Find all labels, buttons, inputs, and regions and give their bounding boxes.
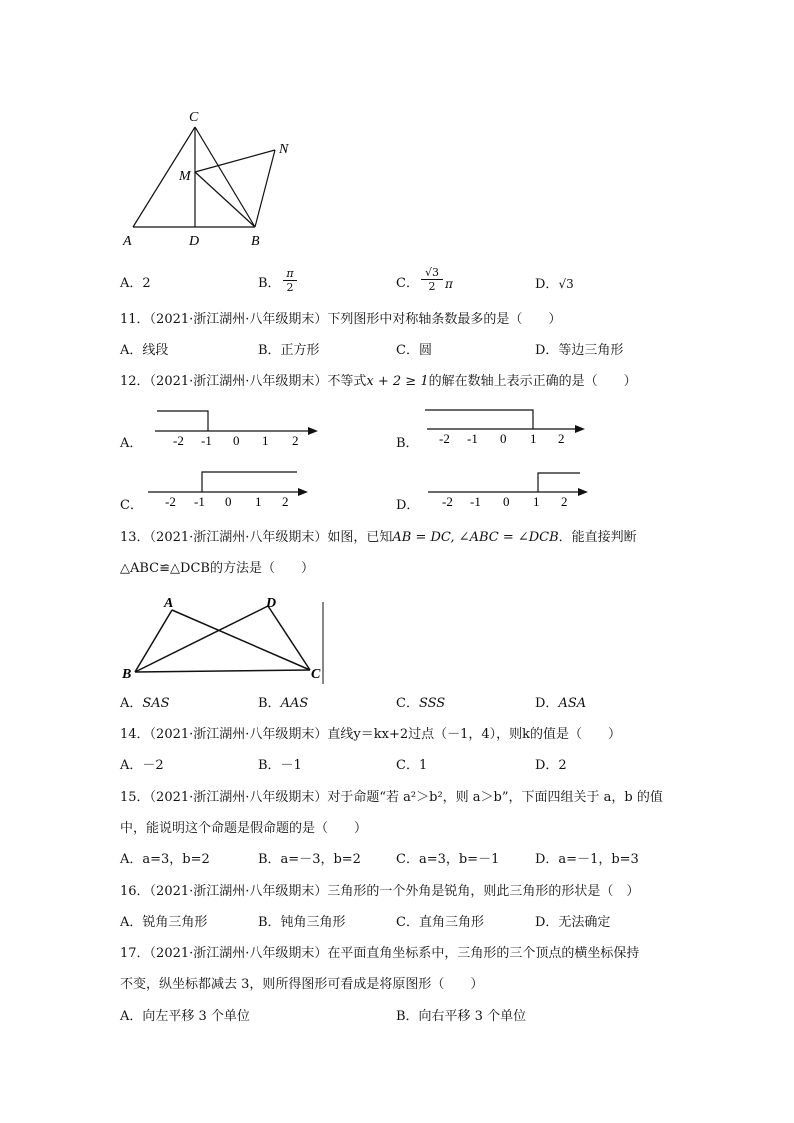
q12-stem bbox=[120, 373, 637, 391]
q17-stem-line1: 17．（2021·浙江湖州·八年级期末）在平面直角坐标系中，三角形的三个顶点的横坐标保持 bbox=[120, 946, 640, 961]
tick-1: 1 bbox=[533, 494, 540, 509]
vertex-label-a: A bbox=[123, 234, 132, 249]
q15-stem-line2: 中，能说明这个命题是假命题的是（ ） bbox=[120, 821, 368, 836]
q12-option-a[interactable]: A． bbox=[120, 436, 143, 451]
q10-c-suffix: π bbox=[445, 277, 453, 291]
q13-option-c-label: C． bbox=[396, 696, 419, 711]
q15-option-c[interactable]: C．a=3，b=－1 bbox=[396, 852, 500, 867]
q16-stem: 16．（2021·浙江湖州·八年级期末）三角形的一个外角是锐角，则此三角形的形状是（ ） bbox=[120, 884, 640, 899]
q13-condition: AB = DC, ∠ABC = ∠DCB bbox=[392, 530, 559, 545]
q13-option-d-value: ASA bbox=[558, 696, 587, 711]
vertex-label-n: N bbox=[279, 142, 289, 157]
q14-option-b[interactable]: B．－1 bbox=[258, 758, 302, 773]
q12-option-c[interactable]: C． bbox=[120, 498, 143, 513]
number-line-d bbox=[425, 467, 600, 512]
vertex-label-m: M bbox=[179, 169, 191, 184]
q16-option-b[interactable]: B．钝角三角形 bbox=[258, 915, 346, 930]
q16-option-d[interactable]: D．无法确定 bbox=[535, 915, 611, 930]
q11-option-d[interactable]: D．等边三角形 bbox=[535, 343, 624, 358]
q11-stem: 11．（2021·浙江湖州·八年级期末）下列图形中对称轴条数最多的是（ ） bbox=[120, 312, 562, 327]
triangle-figure-q10 bbox=[115, 105, 305, 255]
q15-option-a[interactable]: A．a=3，b=2 bbox=[120, 852, 210, 867]
q14-option-a[interactable]: A．－2 bbox=[120, 758, 164, 773]
q10-option-a[interactable]: A．2 bbox=[120, 276, 151, 291]
q13-stem-line1 bbox=[120, 529, 637, 547]
vertex-label-c: C bbox=[311, 667, 321, 682]
q10-option-b-label: B． bbox=[258, 276, 281, 291]
q13-option-b[interactable] bbox=[258, 695, 308, 713]
tick-neg2: -2 bbox=[173, 433, 184, 448]
q12-stem-part2: 的解在数轴上表示正确的是（ ） bbox=[428, 374, 637, 389]
q13-stem-part2: ．能直接判断 bbox=[558, 530, 637, 545]
q13-stem-part1: 13．（2021·浙江湖州·八年级期末）如图，已知 bbox=[120, 530, 393, 545]
tick-0: 0 bbox=[225, 494, 232, 509]
tick-1: 1 bbox=[530, 431, 537, 446]
number-line-c bbox=[145, 467, 320, 512]
tick-0: 0 bbox=[500, 431, 507, 446]
q17-option-b[interactable]: B．向右平移 3 个单位 bbox=[396, 1009, 527, 1024]
tick-neg2: -2 bbox=[165, 494, 176, 509]
tick-neg1: -1 bbox=[467, 431, 478, 446]
q13-stem-line2: △ABC≌△DCB的方法是（ ） bbox=[120, 561, 314, 576]
q15-stem-line1: 15．（2021·浙江湖州·八年级期末）对于命题“若 a²＞b²，则 a＞b”，下面四组关于 a，b 的值 bbox=[120, 790, 663, 805]
q10-option-c[interactable] bbox=[396, 275, 419, 293]
tick-neg2: -2 bbox=[439, 431, 450, 446]
q11-option-c[interactable]: C．圆 bbox=[396, 343, 432, 358]
q13-option-c[interactable] bbox=[396, 695, 445, 713]
q10-b-denominator: 2 bbox=[283, 280, 297, 294]
q10-option-c-fraction bbox=[421, 266, 443, 293]
q16-option-c[interactable]: C．直角三角形 bbox=[396, 915, 484, 930]
vertex-label-a: A bbox=[164, 596, 174, 611]
tick-1: 1 bbox=[255, 494, 262, 509]
q13-option-b-label: B． bbox=[258, 696, 281, 711]
tick-2: 2 bbox=[292, 433, 299, 448]
q10-option-d-label: D． bbox=[535, 277, 559, 292]
q14-option-d[interactable]: D．2 bbox=[535, 758, 567, 773]
tick-neg1: -1 bbox=[194, 494, 205, 509]
tick-2: 2 bbox=[558, 431, 565, 446]
q12-stem-part1: 12．（2021·浙江湖州·八年级期末）不等式 bbox=[120, 374, 367, 389]
q14-option-c[interactable]: C．1 bbox=[396, 758, 428, 773]
tick-neg2: -2 bbox=[442, 494, 453, 509]
q10-option-b[interactable] bbox=[258, 275, 281, 293]
q13-option-b-value: AAS bbox=[280, 696, 309, 711]
q10-c-denominator: 2 bbox=[421, 279, 443, 293]
number-line-b bbox=[422, 403, 597, 448]
q15-option-d[interactable]: D．a=－1，b=3 bbox=[535, 852, 639, 867]
q11-option-a[interactable]: A．线段 bbox=[120, 343, 169, 358]
tick-0: 0 bbox=[503, 494, 510, 509]
q12-option-b[interactable]: B． bbox=[396, 436, 419, 451]
q17-stem-line2: 不变，纵坐标都减去 3，则所得图形可看成是将原图形（ ） bbox=[120, 977, 484, 992]
q17-option-a[interactable]: A．向左平移 3 个单位 bbox=[120, 1009, 250, 1024]
q10-option-c-label: C． bbox=[396, 276, 419, 291]
vertex-label-d: D bbox=[189, 234, 200, 249]
q16-option-a[interactable]: A．锐角三角形 bbox=[120, 915, 208, 930]
q14-stem: 14．（2021·浙江湖州·八年级期末）直线y＝kx+2过点（－1，4），则k的值是（ ） bbox=[120, 727, 622, 742]
vertex-label-b: B bbox=[251, 234, 260, 249]
tick-1: 1 bbox=[262, 433, 269, 448]
q10-d-value: √3 bbox=[558, 277, 574, 291]
number-line-a bbox=[150, 405, 325, 450]
q15-option-b[interactable]: B．a=－3，b=2 bbox=[258, 852, 361, 867]
q12-inequality: x + 2 ≥ 1 bbox=[366, 374, 429, 389]
q10-option-b-fraction bbox=[283, 267, 297, 294]
q13-option-a[interactable] bbox=[120, 695, 170, 713]
tick-neg1: -1 bbox=[201, 433, 212, 448]
vertex-label-c: C bbox=[189, 110, 199, 125]
q10-b-numerator: π bbox=[286, 267, 294, 280]
q10-c-numerator: √3 bbox=[424, 266, 439, 279]
q13-option-d[interactable] bbox=[535, 695, 586, 713]
q12-option-d[interactable]: D． bbox=[396, 498, 420, 513]
q13-option-a-label: A． bbox=[120, 696, 143, 711]
q11-option-b[interactable]: B．正方形 bbox=[258, 343, 320, 358]
q13-option-d-label: D． bbox=[535, 696, 559, 711]
vertex-label-d: D bbox=[266, 596, 277, 611]
tick-neg1: -1 bbox=[470, 494, 481, 509]
triangle-figure-q13 bbox=[118, 592, 328, 687]
q10-option-d[interactable] bbox=[535, 275, 574, 294]
q13-option-a-value: SAS bbox=[142, 696, 170, 711]
tick-2: 2 bbox=[282, 494, 289, 509]
tick-0: 0 bbox=[233, 433, 240, 448]
tick-2: 2 bbox=[561, 494, 568, 509]
vertex-label-b: B bbox=[122, 667, 132, 682]
q13-option-c-value: SSS bbox=[418, 696, 446, 711]
